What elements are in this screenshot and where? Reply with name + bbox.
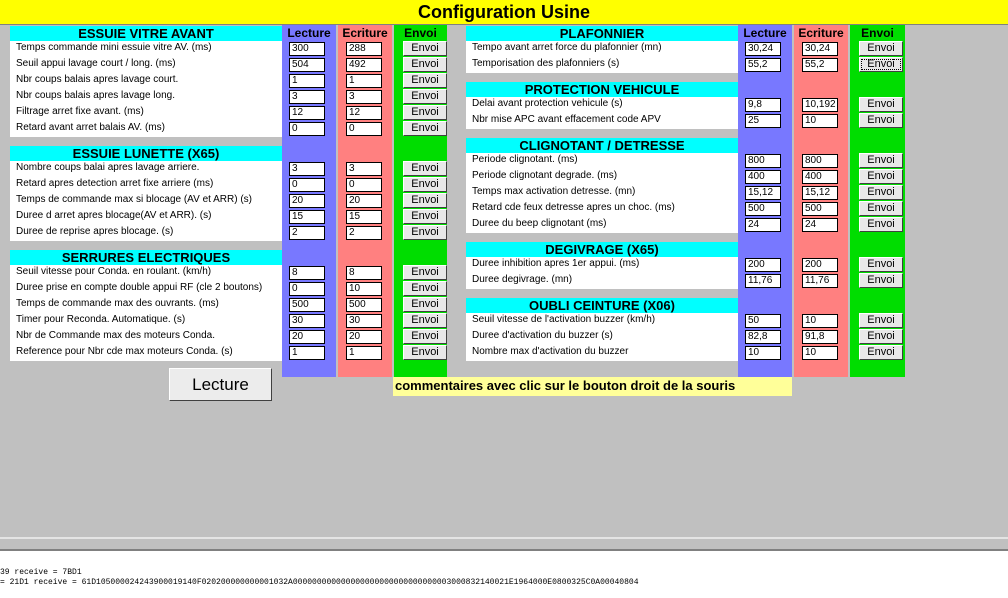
ecriture-value-field[interactable]: 10 (802, 114, 838, 128)
param-label: Delai avant protection vehicule (s) (472, 98, 623, 109)
lecture-value-field[interactable]: 1 (289, 74, 325, 88)
envoi-button[interactable]: Envoi (403, 57, 447, 72)
param-label: Reference pour Nbr cde max moteurs Conda. (s) (16, 346, 233, 357)
lecture-value-field[interactable]: 200 (745, 258, 781, 272)
ecriture-value-field[interactable]: 288 (346, 42, 382, 56)
lecture-column-header-right: Lecture (743, 26, 787, 40)
param-label: Retard avant arret balais AV. (ms) (16, 122, 165, 133)
envoi-button[interactable]: Envoi (403, 41, 447, 56)
lecture-button[interactable]: Lecture (169, 368, 272, 401)
envoi-button[interactable]: Envoi (403, 225, 447, 240)
ecriture-value-field[interactable]: 12 (346, 106, 382, 120)
envoi-button[interactable]: Envoi (403, 89, 447, 104)
envoi-button[interactable]: Envoi (403, 161, 447, 176)
param-label: Seuil vitesse de l'activation buzzer (km/h) (472, 314, 656, 325)
param-label: Duree de reprise apres blocage. (s) (16, 226, 174, 237)
param-label: Tempo avant arret force du plafonnier (mn) (472, 42, 662, 53)
lecture-value-field[interactable]: 1 (289, 346, 325, 360)
lecture-value-field[interactable]: 30 (289, 314, 325, 328)
ecriture-value-field[interactable]: 20 (346, 330, 382, 344)
envoi-button[interactable]: Envoi (403, 105, 447, 120)
ecriture-value-field[interactable]: 20 (346, 194, 382, 208)
envoi-button[interactable]: Envoi (859, 313, 903, 328)
ecriture-value-field[interactable]: 3 (346, 162, 382, 176)
ecriture-column-header-right: Ecriture (798, 26, 844, 40)
param-label: Nombre max d'activation du buzzer (472, 346, 629, 357)
param-label: Temps commande mini essuie vitre AV. (ms) (16, 42, 212, 53)
ecriture-value-field[interactable]: 492 (346, 58, 382, 72)
envoi-button[interactable]: Envoi (403, 193, 447, 208)
envoi-button[interactable]: Envoi (859, 201, 903, 216)
lecture-value-field[interactable]: 20 (289, 194, 325, 208)
section-title: DEGIVRAGE (X65) (466, 242, 738, 257)
param-label: Filtrage arret fixe avant. (ms) (16, 106, 144, 117)
ecriture-value-field[interactable]: 0 (346, 122, 382, 136)
ecriture-value-field[interactable]: 30 (346, 314, 382, 328)
envoi-button[interactable]: Envoi (403, 329, 447, 344)
lecture-value-field[interactable]: 0 (289, 122, 325, 136)
ecriture-value-field[interactable]: 2 (346, 226, 382, 240)
lecture-value-field[interactable]: 500 (745, 202, 781, 216)
lecture-value-field[interactable]: 15,12 (745, 186, 781, 200)
envoi-button[interactable]: Envoi (403, 177, 447, 192)
envoi-button[interactable]: Envoi (403, 121, 447, 136)
envoi-button[interactable]: Envoi (403, 209, 447, 224)
lecture-value-field[interactable]: 3 (289, 162, 325, 176)
param-label: Periode clignotant degrade. (ms) (472, 170, 618, 181)
param-label: Duree d'activation du buzzer (s) (472, 330, 613, 341)
lecture-value-field[interactable]: 50 (745, 314, 781, 328)
ecriture-value-field[interactable]: 30,24 (802, 42, 838, 56)
envoi-button[interactable]: Envoi (859, 273, 903, 288)
lecture-value-field[interactable]: 3 (289, 90, 325, 104)
ecriture-value-field[interactable]: 15,12 (802, 186, 838, 200)
envoi-button[interactable]: Envoi (859, 169, 903, 184)
envoi-button[interactable]: Envoi (403, 281, 447, 296)
param-label: Duree degivrage. (mn) (472, 274, 573, 285)
lecture-value-field[interactable]: 800 (745, 154, 781, 168)
envoi-button[interactable]: Envoi (403, 297, 447, 312)
ecriture-value-field[interactable]: 8 (346, 266, 382, 280)
envoi-button[interactable]: Envoi (859, 41, 903, 56)
param-label: Temps max activation detresse. (mn) (472, 186, 636, 197)
ecriture-value-field[interactable]: 91,8 (802, 330, 838, 344)
section-title: CLIGNOTANT / DETRESSE (466, 138, 738, 153)
comment-hint: commentaires avec clic sur le bouton droit de la souris (393, 377, 792, 396)
ecriture-value-field[interactable]: 10 (802, 346, 838, 360)
lecture-value-field[interactable]: 30,24 (745, 42, 781, 56)
lecture-value-field[interactable]: 20 (289, 330, 325, 344)
param-label: Temporisation des plafonniers (s) (472, 58, 620, 69)
ecriture-value-field[interactable]: 500 (802, 202, 838, 216)
envoi-button[interactable]: Envoi (403, 345, 447, 360)
lecture-value-field[interactable]: 500 (289, 298, 325, 312)
splitter[interactable] (0, 537, 1008, 551)
param-label: Nbr coups balais apres lavage court. (16, 74, 179, 85)
ecriture-value-field[interactable]: 3 (346, 90, 382, 104)
ecriture-value-field[interactable]: 500 (346, 298, 382, 312)
param-label: Timer pour Reconda. Automatique. (s) (16, 314, 186, 325)
section-title: PLAFONNIER (466, 26, 738, 41)
envoi-button[interactable]: Envoi (859, 153, 903, 168)
window-title: Configuration Usine (0, 0, 1008, 25)
envoi-button[interactable]: Envoi (859, 329, 903, 344)
lecture-column-header-left: Lecture (287, 26, 331, 40)
param-label: Retard apres detection arret fixe arriere (ms) (16, 178, 214, 189)
lecture-value-field[interactable]: 504 (289, 58, 325, 72)
ecriture-value-field[interactable]: 55,2 (802, 58, 838, 72)
envoi-button[interactable]: Envoi (859, 345, 903, 360)
log-line: 39 receive = 7BD1 (0, 568, 82, 577)
ecriture-value-field[interactable]: 400 (802, 170, 838, 184)
log-line: = 21D1 receive = 61D105000024243900019140F020200000000001032A000000000000000000000000000000003000832140021E1964000E0800325C0A00040804 (0, 578, 639, 587)
ecriture-column-header-left: Ecriture (342, 26, 388, 40)
envoi-button[interactable]: Envoi (859, 257, 903, 272)
envoi-button[interactable]: Envoi (403, 265, 447, 280)
lecture-value-field[interactable]: 24 (745, 218, 781, 232)
ecriture-value-field[interactable]: 24 (802, 218, 838, 232)
envoi-button[interactable]: Envoi (859, 185, 903, 200)
lecture-value-field[interactable]: 15 (289, 210, 325, 224)
lecture-value-field[interactable]: 12 (289, 106, 325, 120)
envoi-button[interactable]: Envoi (859, 113, 903, 128)
envoi-button[interactable]: Envoi (859, 217, 903, 232)
lecture-value-field[interactable]: 9,8 (745, 98, 781, 112)
envoi-button[interactable]: Envoi (403, 73, 447, 88)
param-label: Nbr coups balais apres lavage long. (16, 90, 175, 101)
ecriture-value-field[interactable]: 800 (802, 154, 838, 168)
lecture-value-field[interactable]: 400 (745, 170, 781, 184)
ecriture-value-field[interactable]: 10 (802, 314, 838, 328)
param-label: Duree inhibition apres 1er appui. (ms) (472, 258, 640, 269)
ecriture-value-field[interactable]: 200 (802, 258, 838, 272)
param-label: Seuil vitesse pour Conda. en roulant. (km/h) (16, 266, 212, 277)
envoi-button[interactable]: Envoi (859, 57, 903, 72)
ecriture-value-field[interactable]: 10,192 (802, 98, 838, 112)
param-label: Temps de commande max si blocage (AV et ARR) (s) (16, 194, 253, 205)
section-title: PROTECTION VEHICULE (466, 82, 738, 97)
lecture-value-field[interactable]: 10 (745, 346, 781, 360)
envoi-button[interactable]: Envoi (859, 97, 903, 112)
lecture-value-field[interactable]: 0 (289, 282, 325, 296)
lecture-value-field[interactable]: 0 (289, 178, 325, 192)
section-title: ESSUIE VITRE AVANT (10, 26, 282, 41)
lecture-value-field[interactable]: 11,76 (745, 274, 781, 288)
section-title: ESSUIE LUNETTE (X65) (10, 146, 282, 161)
lecture-value-field[interactable]: 300 (289, 42, 325, 56)
lecture-value-field[interactable]: 25 (745, 114, 781, 128)
param-label: Nbr de Commande max des moteurs Conda. (16, 330, 215, 341)
param-label: Duree d arret apres blocage(AV et ARR). (s) (16, 210, 212, 221)
ecriture-value-field[interactable]: 1 (346, 346, 382, 360)
lecture-value-field[interactable]: 8 (289, 266, 325, 280)
param-label: Nombre coups balai apres lavage arriere. (16, 162, 200, 173)
param-label: Periode clignotant. (ms) (472, 154, 578, 165)
lecture-value-field[interactable]: 55,2 (745, 58, 781, 72)
envoi-column-header-left: Envoi (404, 26, 437, 40)
ecriture-value-field[interactable]: 0 (346, 178, 382, 192)
param-label: Duree prise en compte double appui RF (cle 2 boutons) (16, 282, 263, 293)
envoi-button[interactable]: Envoi (403, 313, 447, 328)
lecture-value-field[interactable]: 2 (289, 226, 325, 240)
ecriture-value-field[interactable]: 15 (346, 210, 382, 224)
section-title: SERRURES ELECTRIQUES (10, 250, 282, 265)
section-title: OUBLI CEINTURE (X06) (466, 298, 738, 313)
param-label: Nbr mise APC avant effacement code APV (472, 114, 661, 125)
ecriture-value-field[interactable]: 1 (346, 74, 382, 88)
param-label: Seuil appui lavage court / long. (ms) (16, 58, 176, 69)
lecture-value-field[interactable]: 82,8 (745, 330, 781, 344)
envoi-column-header-right: Envoi (861, 26, 894, 40)
param-label: Duree du beep clignotant (ms) (472, 218, 607, 229)
param-label: Temps de commande max des ouvrants. (ms) (16, 298, 219, 309)
ecriture-value-field[interactable]: 11,76 (802, 274, 838, 288)
param-label: Retard cde feux detresse apres un choc. (ms) (472, 202, 675, 213)
ecriture-value-field[interactable]: 10 (346, 282, 382, 296)
